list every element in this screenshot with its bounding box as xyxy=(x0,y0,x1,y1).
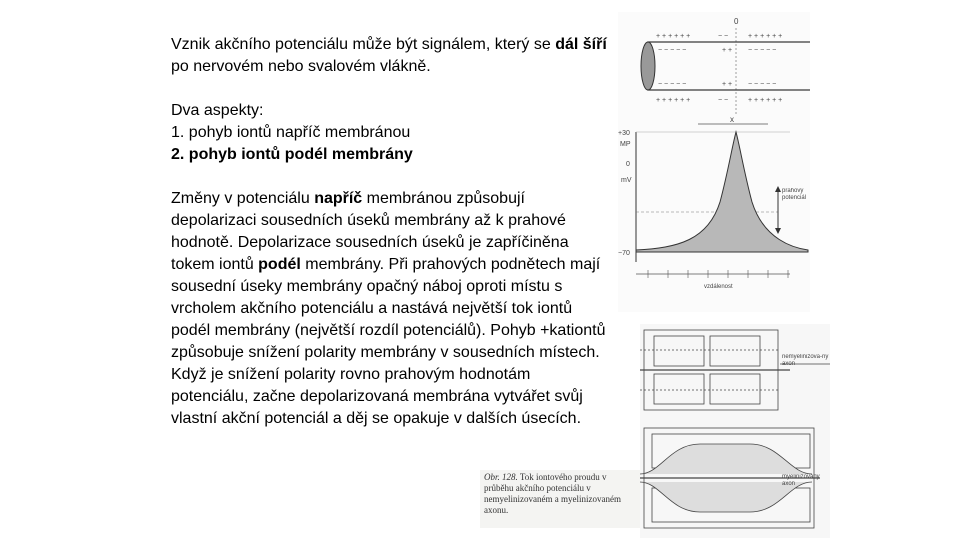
label-zero: 0 xyxy=(734,17,739,26)
label-minus70: −70 xyxy=(618,250,630,257)
main-text xyxy=(171,34,611,430)
explanation-bold-2: podél xyxy=(258,256,301,273)
intro-text: Vznik akčního potenciálu může být signálem, který se xyxy=(171,36,556,53)
label-mp: MP xyxy=(620,141,631,148)
svg-text:+ +: + + xyxy=(722,81,733,88)
axon-cross-section xyxy=(641,42,655,90)
label-distance: vzdálenost xyxy=(704,284,733,290)
membrane-charges xyxy=(656,33,782,104)
svg-text:− −: − − xyxy=(718,33,729,40)
intro-bold: dál šíří xyxy=(555,36,607,53)
svg-text:− − − − −: − − − − − xyxy=(748,47,777,54)
intro-text-end: po nervovém nebo svalovém vlákně. xyxy=(171,58,431,75)
caption-figure-number: Obr. 128. xyxy=(484,472,518,482)
svg-text:− − − − −: − − − − − xyxy=(658,81,687,88)
svg-text:+ + + + + +: + + + + + + xyxy=(748,97,783,104)
aspect-2: 2. pohyb iontů podél membrány xyxy=(171,146,413,163)
paragraph-aspects xyxy=(171,100,611,166)
caption-text: Tok iontového proudu v průběhu akčního potenciálu v nemyelinizovaném a myelinizovaném axonu. xyxy=(484,472,621,515)
svg-text:− −: − − xyxy=(718,97,729,104)
ion-current-diagram xyxy=(640,324,830,538)
action-potential-diagram xyxy=(618,12,810,312)
paragraph-intro xyxy=(171,34,611,78)
ion-current-figure xyxy=(640,324,830,538)
svg-text:+ + + + + +: + + + + + + xyxy=(748,33,783,40)
figure-caption xyxy=(480,470,640,528)
explanation-text-3: membrány. Při prahových podnětech mají sousední úseky membrány opačný náboj oproti místu s vrcholem akčního potenciálu a nastává největší tok iontů podél membrány (největší rozdíl potenciálů). Pohyb +kationtů způsobuje snížení polarity membrány v sousedních místech. Když je snížení polarity rovno prahovým hodnotám potenciálu, začne depolarizovaná membrána vytvářet svůj vlastní akční potenciál a děj se opakuje v dalších úsecích. xyxy=(171,256,606,427)
explanation-bold-1: napříč xyxy=(314,190,363,207)
label-threshold: prahový potenciál xyxy=(782,188,807,201)
aspect-1: 1. pohyb iontů napříč membránou xyxy=(171,124,411,141)
paragraph-explanation xyxy=(171,188,611,430)
svg-text:− − − − −: − − − − − xyxy=(748,81,777,88)
svg-text:− − − − −: − − − − − xyxy=(658,47,687,54)
label-zero-mv: 0 xyxy=(626,161,630,168)
label-plus30: +30 xyxy=(618,130,630,137)
svg-text:+ + + + + +: + + + + + + xyxy=(656,33,691,40)
explanation-text-2: membránou způsobují depolarizaci sousedních úseků membrány až k prahové hodnotě. Depolarizace sousedních úseků je zapříčiněna tokem iontů xyxy=(171,190,569,273)
svg-text:+ +: + + xyxy=(722,47,733,54)
label-myelinated: myelinizovaný axon xyxy=(782,474,820,487)
label-mv: mV xyxy=(621,177,632,184)
label-unmyelinated: nemyelinizova-ný axon xyxy=(782,354,829,367)
aspects-heading: Dva aspekty: xyxy=(171,102,264,119)
explanation-text-1: Změny v potenciálu xyxy=(171,190,315,207)
svg-text:+ + + + + +: + + + + + + xyxy=(656,97,691,104)
action-potential-figure xyxy=(618,12,810,312)
label-x: x xyxy=(730,115,734,124)
